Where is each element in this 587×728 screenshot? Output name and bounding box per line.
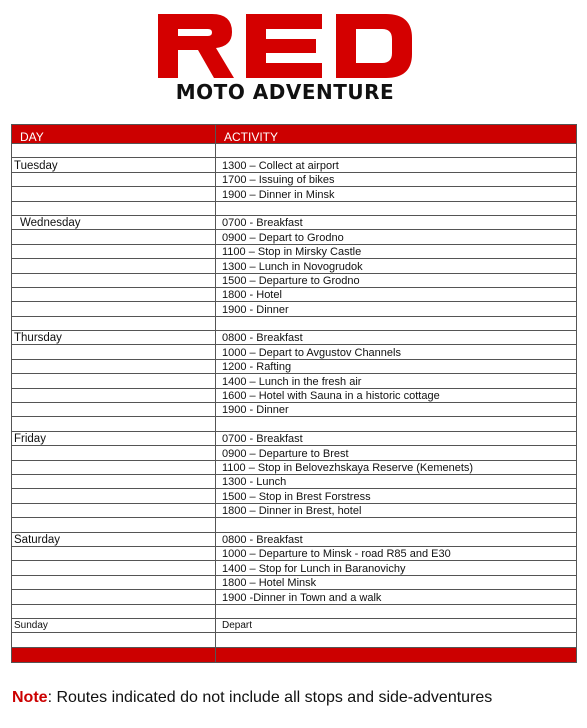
- activity-cell: 1500 – Stop in Brest Forstress: [216, 489, 577, 503]
- table-row: [12, 590, 577, 604]
- table-row: [12, 546, 577, 560]
- activity-cell: 1400 – Stop for Lunch in Baranovichy: [216, 561, 577, 575]
- activity-cell: 1300 – Lunch in Novogrudok: [216, 259, 577, 273]
- activity-cell: Depart: [216, 618, 577, 632]
- activity-cell: 1800 - Hotel: [216, 287, 577, 301]
- activity-cell: 1900 - Dinner: [216, 403, 577, 417]
- day-cell: [12, 345, 216, 359]
- day-cell: [12, 460, 216, 474]
- day-cell: [12, 374, 216, 388]
- activity-cell: 1800 – Hotel Minsk: [216, 575, 577, 589]
- table-row: [12, 403, 577, 417]
- table-row: [12, 345, 577, 359]
- activity-cell: 1300 – Collect at airport: [216, 158, 577, 172]
- activity-cell: 1200 - Rafting: [216, 359, 577, 373]
- day-cell: Sunday: [12, 618, 216, 632]
- activity-cell: 1900 – Dinner in Minsk: [216, 187, 577, 201]
- day-cell: [12, 503, 216, 517]
- day-cell: [12, 518, 216, 532]
- table-row: [12, 215, 577, 229]
- table-row: [12, 446, 577, 460]
- activity-cell: [216, 144, 577, 158]
- day-cell: Tuesday: [12, 158, 216, 172]
- day-cell: [12, 201, 216, 215]
- activity-cell: [216, 518, 577, 532]
- day-cell: [12, 144, 216, 158]
- activity-cell: 1400 – Lunch in the fresh air: [216, 374, 577, 388]
- day-cell: Wednesday: [12, 215, 216, 229]
- table-row: [12, 331, 577, 345]
- day-cell: Friday: [12, 431, 216, 445]
- table-row: [12, 302, 577, 316]
- activity-cell: [216, 604, 577, 618]
- table-row: [12, 460, 577, 474]
- logo-subtitle: MOTO ADVENTURE: [175, 80, 395, 104]
- table-row: [12, 287, 577, 301]
- table-row: [12, 259, 577, 273]
- activity-cell: 0700 - Breakfast: [216, 215, 577, 229]
- itinerary-table: [11, 124, 577, 663]
- table-row: [12, 518, 577, 532]
- table-row: [12, 388, 577, 402]
- table-row: [12, 489, 577, 503]
- day-cell: [12, 446, 216, 460]
- day-cell: [12, 388, 216, 402]
- day-cell: [12, 359, 216, 373]
- table-row: [12, 374, 577, 388]
- activity-cell: 1100 – Stop in Belovezhskaya Reserve (Kemenets): [216, 460, 577, 474]
- day-cell: [12, 244, 216, 258]
- logo: [0, 0, 587, 110]
- table-row: [12, 618, 577, 632]
- table-row: [12, 230, 577, 244]
- day-cell: Thursday: [12, 331, 216, 345]
- day-cell: [12, 417, 216, 431]
- activity-cell: 1000 – Depart to Avgustov Channels: [216, 345, 577, 359]
- day-cell: [12, 259, 216, 273]
- day-cell: [12, 561, 216, 575]
- table-row: [12, 575, 577, 589]
- table-row: [12, 359, 577, 373]
- table-row: [12, 273, 577, 287]
- day-cell: [12, 590, 216, 604]
- header-activity: ACTIVITY: [216, 125, 577, 144]
- note-text: : Routes indicated do not include all stops and side-adventures: [47, 689, 493, 706]
- day-cell: [12, 187, 216, 201]
- day-cell: [12, 604, 216, 618]
- header-day: DAY: [12, 125, 216, 144]
- activity-cell: 1000 – Departure to Minsk - road R85 and E30: [216, 546, 577, 560]
- table-row: [12, 172, 577, 186]
- activity-cell: 0700 - Breakfast: [216, 431, 577, 445]
- activity-cell: [216, 201, 577, 215]
- activity-cell: 1300 - Lunch: [216, 474, 577, 488]
- day-cell: [12, 546, 216, 560]
- red-logo-wordmark: [150, 12, 420, 80]
- day-cell: [12, 403, 216, 417]
- table-row: [12, 474, 577, 488]
- table-row: [12, 532, 577, 546]
- day-cell: [12, 633, 216, 647]
- table-row: [12, 144, 577, 158]
- table-header-row: [12, 125, 577, 144]
- table-row: [12, 201, 577, 215]
- table-row: [12, 561, 577, 575]
- activity-cell: 0800 - Breakfast: [216, 331, 577, 345]
- activity-cell: 0900 – Departure to Brest: [216, 446, 577, 460]
- activity-cell: [216, 417, 577, 431]
- table-row: [12, 244, 577, 258]
- day-cell: [12, 287, 216, 301]
- day-cell: [12, 474, 216, 488]
- table-row: [12, 633, 577, 647]
- activity-cell: [216, 316, 577, 330]
- day-cell: [12, 230, 216, 244]
- table-row: [12, 604, 577, 618]
- activity-cell: 0800 - Breakfast: [216, 532, 577, 546]
- day-cell: [12, 302, 216, 316]
- table-row: [12, 431, 577, 445]
- activity-cell: 1900 - Dinner: [216, 302, 577, 316]
- day-cell: [12, 273, 216, 287]
- table-row: [12, 158, 577, 172]
- day-cell: [12, 316, 216, 330]
- activity-cell: 1800 – Dinner in Brest, hotel: [216, 503, 577, 517]
- activity-cell: 1500 – Departure to Grodno: [216, 273, 577, 287]
- day-cell: [12, 172, 216, 186]
- table-row: [12, 187, 577, 201]
- table-row: [12, 316, 577, 330]
- activity-cell: 1700 – Issuing of bikes: [216, 172, 577, 186]
- activity-cell: 1600 – Hotel with Sauna in a historic cottage: [216, 388, 577, 402]
- table-row: [12, 417, 577, 431]
- footnote: [12, 689, 492, 707]
- day-cell: Saturday: [12, 532, 216, 546]
- table-footer-bar: [12, 647, 577, 662]
- activity-cell: 1900 -Dinner in Town and a walk: [216, 590, 577, 604]
- note-label: Note: [12, 689, 48, 706]
- day-cell: [12, 575, 216, 589]
- day-cell: [12, 489, 216, 503]
- activity-cell: 1100 – Stop in Mirsky Castle: [216, 244, 577, 258]
- activity-cell: [216, 633, 577, 647]
- table-row: [12, 503, 577, 517]
- activity-cell: 0900 – Depart to Grodno: [216, 230, 577, 244]
